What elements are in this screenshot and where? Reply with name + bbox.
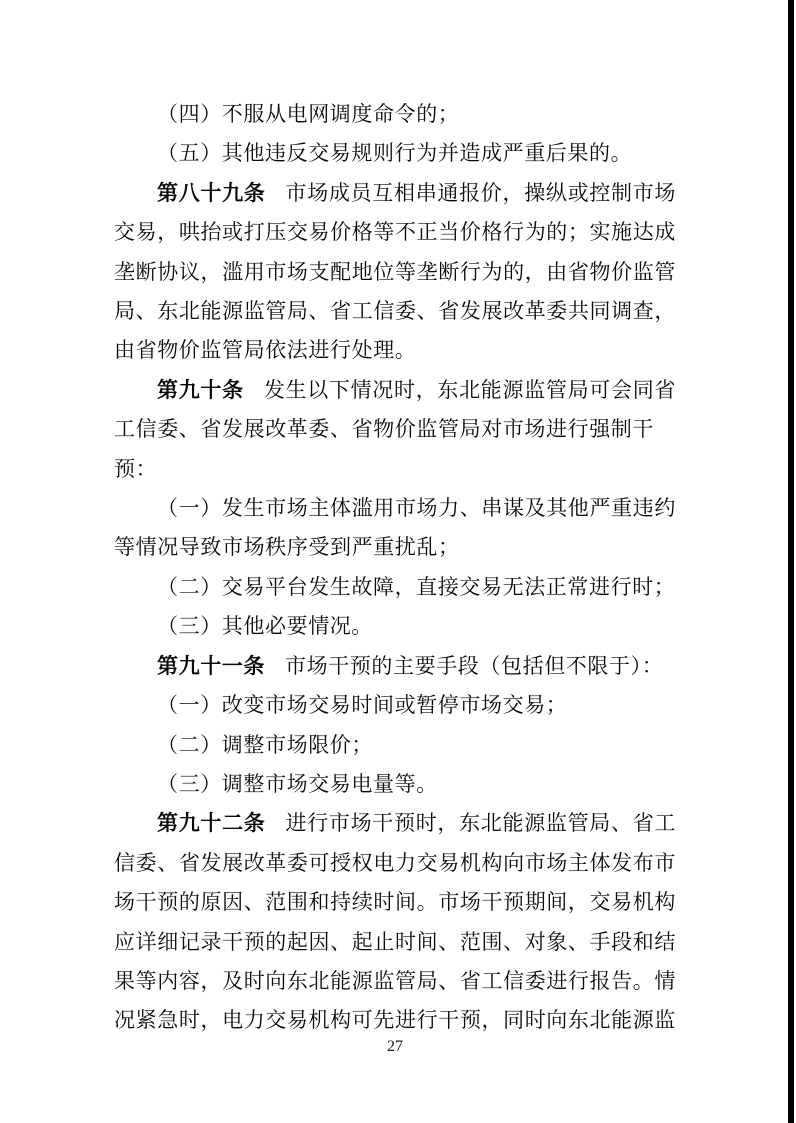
text-line <box>114 804 676 843</box>
text-line: 工信委、省发展改革委、省物价监管局对市场进行强制干预： <box>114 417 654 481</box>
scan-edge-line <box>788 0 794 1123</box>
text-line: 交易，哄抬或打压交易价格等不正当价格行为的；实施达成 <box>114 220 676 245</box>
text-content <box>114 95 676 1041</box>
text-line: 垄断协议，滥用市场支配地位等垄断行为的，由省物价监管 <box>114 259 676 284</box>
text-line: 果等内容，及时向东北能源监管局、省工信委进行报告。情 <box>114 968 676 993</box>
line-text: 发生以下情况时，东北能源监管局可会同省 <box>263 377 677 402</box>
text-line: （一）改变市场交易时间或暂停市场交易； <box>157 693 568 718</box>
text-line: （一）发生市场主体滥用市场力、串谋及其他严重违约 <box>157 496 676 521</box>
text-line: （三）调整市场交易电量等。 <box>157 771 438 796</box>
text-line: 场干预的原因、范围和持续时间。市场干预期间，交易机构 <box>114 890 676 915</box>
text-line: 应详细记录干预的起因、起止时间、范围、对象、手段和结 <box>114 929 676 954</box>
text-line <box>114 647 676 686</box>
line-text: 进行市场干预时，东北能源监管局、省工 <box>285 811 676 836</box>
text-line: （二）交易平台发生故障，直接交易无法正常进行时； <box>157 574 676 599</box>
text-line: 等情况导致市场秩序受到严重扰乱； <box>114 535 460 560</box>
text-line: 况紧急时，电力交易机构可先进行干预，同时向东北能源监 <box>114 1008 676 1033</box>
article-number: 第九十条 <box>157 377 244 402</box>
line-text: 市场干预的主要手段（包括但不限于）： <box>285 653 664 678</box>
article-number: 第八十九条 <box>157 180 266 205</box>
text-line <box>114 174 676 213</box>
text-line: 信委、省发展改革委可授权电力交易机构向市场主体发布市 <box>114 850 676 875</box>
article-number: 第九十二条 <box>157 811 266 836</box>
text-line: 由省物价监管局依法进行处理。 <box>114 338 417 363</box>
line-text: 市场成员互相串通报价，操纵或控制市场 <box>285 180 676 205</box>
text-line: （三）其他必要情况。 <box>157 614 373 639</box>
text-line: （二）调整市场限价； <box>157 732 373 757</box>
text-line: （五）其他违反交易规则行为并造成严重后果的。 <box>157 141 633 166</box>
text-line: （四）不服从电网调度命令的； <box>157 102 460 126</box>
article-number: 第九十一条 <box>157 653 265 678</box>
page-number: 27 <box>387 1038 403 1055</box>
text-line: 局、东北能源监管局、省工信委、省发展改革委共同调查， <box>114 299 676 324</box>
text-line <box>114 371 676 410</box>
